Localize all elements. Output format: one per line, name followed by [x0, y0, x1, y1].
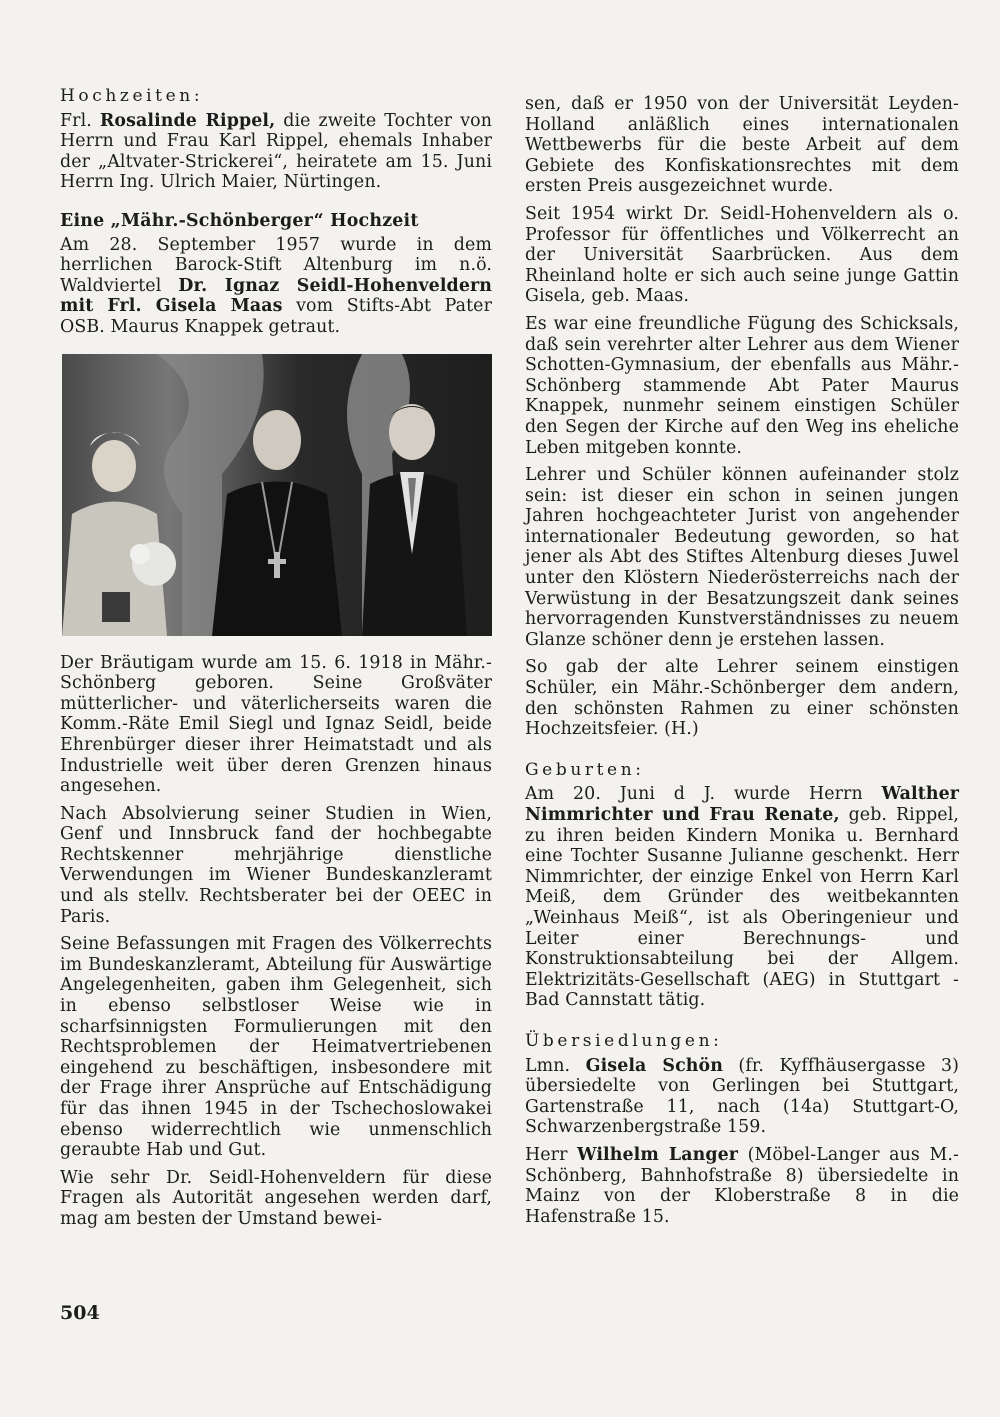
uebersiedlung-schoen — [525, 1056, 959, 1138]
bold-name: Dr. Ignaz Seidl-Hohenveldern mit Frl. Gisela Maas — [60, 275, 492, 317]
text-run: Am 20. Juni d J. wurde Herrn — [525, 784, 882, 805]
text-run: (Möbel-Langer aus M.-Schönberg, Bahnhofstraße 8) übersiedelte in Mainz von der Kloberstraße 8 in die Hafenstraße 15. — [525, 1144, 959, 1227]
paragraph-fuegung: Es war eine freundliche Fügung des Schicksals, daß sein verehrter alter Lehrer aus dem Wiener Schotten-Gymnasium, der ebenfalls aus Mähr.-Schönberg stammende Abt Pater Maurus Knappek, nunmehr seinem einstigen Schüler den Segen der Kirche auf den Weg ins eheliche Leben mitgeben konnte. — [525, 313, 959, 458]
right-column — [525, 94, 959, 1234]
text-run: die zweite Tochter von Herrn und Frau Karl Rippel, ehemals Inhaber der „Altvater-Strickerei“, heiratete am 15. Juni Herrn Ing. Ulrich Maier, Nürtingen. — [60, 110, 492, 193]
text-run: geb. Rippel, zu ihren beiden Kindern Monika u. Bernhard eine Tochter Susanne Julianne geschenkt. Herr Nimmrichter, der einzige Enkel von Herrn Karl Meiß, dem Gründer des weitbekannten „Weinhaus Meiß“, ist als Oberingenieur und Leiter einer Berechnungs- und Konstruktionsabteilung bei der Allgem. Elektrizitäts-Gesellschaft (AEG) in Stuttgart - Bad Cannstatt tätig. — [525, 805, 959, 1011]
uebersiedlungen-heading: Übersiedlungen: — [525, 1030, 723, 1051]
bold-name: Gisela Schön — [585, 1055, 723, 1076]
wedding-paragraph — [60, 235, 492, 338]
wedding-photo — [62, 354, 492, 636]
bold-name: Walther Nimmrichter und Frau Renate, — [525, 784, 959, 825]
paragraph-birth: Der Bräutigam wurde am 15. 6. 1918 in Mähr.-Schönberg geboren. Seine Großväter mütterlicher- und väterlicherseits waren die Komm.-Räte Emil Siegl und Ignaz Seidl, beide Ehrenbürger dieser ihrer Heimatstadt und als Industrielle weit über deren Grenzen hinaus angesehen. — [60, 652, 492, 797]
text-run: Am 28. September 1957 wurde in dem herrlichen Barock-Stift Altenburg im n.ö. Waldviertel — [60, 234, 492, 296]
text-run: Frl. — [60, 110, 100, 131]
text-run: vom Stifts-Abt Pater OSB. Maurus Knappek getraut. — [60, 296, 492, 337]
text-run: Lmn. — [525, 1055, 586, 1076]
paragraph-leyden: sen, daß er 1950 von der Universität Leyden-Holland anläßlich eines internationalen Wettbewerbs für die beste Arbeit auf dem Gebiete des Konfiskationsrechtes mit dem ersten Preis ausgezeichnet wurde. — [525, 94, 959, 197]
hochzeiten-paragraph — [60, 111, 492, 193]
uebersiedlung-langer — [525, 1145, 959, 1227]
text-run: Herr — [525, 1144, 578, 1165]
geburten-paragraph — [525, 784, 959, 1011]
geburten-heading: Geburten: — [525, 759, 645, 780]
page-number: 504 — [60, 1302, 100, 1324]
bold-name: Wilhelm Langer — [577, 1144, 739, 1165]
hochzeiten-heading: Hochzeiten: — [60, 86, 204, 106]
paragraph-authority: Wie sehr Dr. Seidl-Hohenveldern für diese Fragen als Autorität angesehen werden darf, mag am besten der Umstand bewei- — [60, 1167, 492, 1229]
left-column — [60, 86, 492, 1237]
paragraph-lehrer-schueler: Lehrer und Schüler können aufeinander stolz sein: ist dieser ein schon in seinen jungen Jahren hochgeachteter Jurist von angehender internationaler Bedeutung geworden, so hat jener als Abt des Stiftes Altenburg dieses Juwel unter den Klöstern Niederösterreichs nach der Verwüstung in der Besatzungszeit dank seines hervorragenden Kunstverständnisses zu neuem Glanze schöner denn je erstehen lassen. — [525, 465, 959, 650]
paragraph-voelkerrecht: Seine Befassungen mit Fragen des Völkerrechts im Bundeskanzleramt, Abteilung für Auswärtige Angelegenheiten, gaben ihm Gelegenheit, sich in ebenso selbstloser Weise wie in scharfsinnigsten Formulierungen mit den Rechtsproblemen der Heimatvertriebenen eingehend zu beschäftigen, insbesondere mit der Frage ihrer Ansprüche auf Entschädigung für das ihnen 1945 in der Tschechoslowakei ebenso widerrechtlich wie unmenschlich geraubte Hab und Gut. — [60, 934, 492, 1161]
wedding-photo-illustration — [62, 354, 492, 636]
paragraph-studies: Nach Absolvierung seiner Studien in Wien, Genf und Innsbruck fand der hochbegabte Rechtskenner mehrjährige dienstliche Verwendungen im Wiener Bundeskanzleramt und als stellv. Rechtsberater bei der OEEC in Paris. — [60, 803, 492, 927]
paragraph-saarbruecken: Seit 1954 wirkt Dr. Seidl-Hohenveldern als o. Professor für öffentliches und Völkerrecht an der Universität Saarbrücken. Aus dem Rheinland holte er sich auch seine junge Gattin Gisela, geb. Maas. — [525, 203, 959, 307]
wedding-title: Eine „Mähr.-Schönberger“ Hochzeit — [60, 210, 419, 231]
bold-name: Rosalinde Rippel, — [99, 110, 276, 131]
text-run: (fr. Kyffhäusergasse 3) übersiedelte von Gerlingen bei Stuttgart, Gartenstraße 11, nach (14a) Stuttgart-O, Schwarzenbergstraße 159. — [525, 1055, 959, 1138]
paragraph-closing: So gab der alte Lehrer seinem einstigen Schüler, ein Mähr.-Schönberger dem andern, den schönsten Rahmen zu einer schönsten Hochzeitsfeier. (H.) — [525, 657, 959, 740]
